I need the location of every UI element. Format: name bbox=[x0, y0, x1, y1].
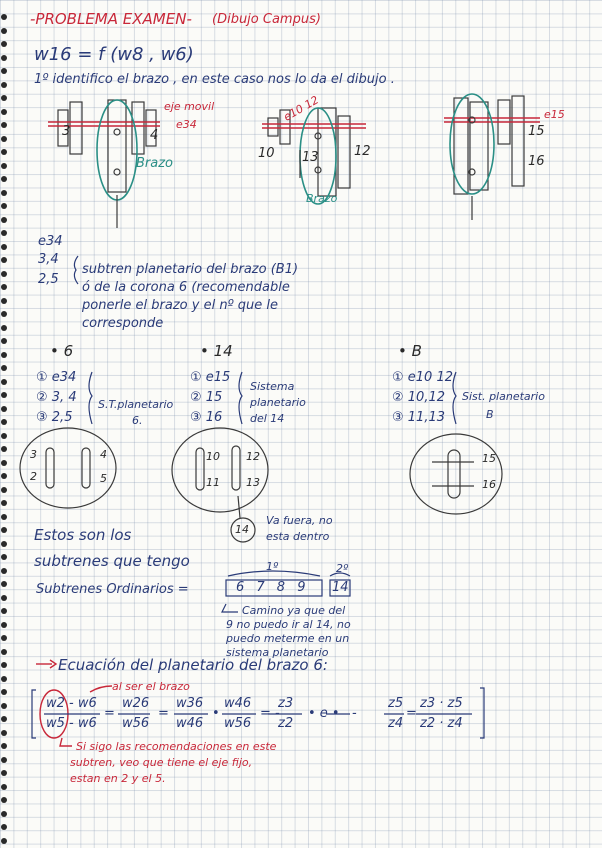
note-line3: ponerle el brazo y el nº que le bbox=[82, 298, 279, 313]
eq-note-2: subtren, veo que tiene el eje fijo, bbox=[70, 756, 253, 769]
diagram2-brazo: Brazo bbox=[306, 192, 338, 205]
problem-source: (Dibujo Campus) bbox=[212, 12, 321, 27]
train-6-note-2: 6. bbox=[132, 414, 143, 427]
eq-equals-3: = - bbox=[260, 706, 280, 721]
train-14-note-1: Sistema bbox=[250, 380, 295, 393]
eq-note-1: Si sigo las recomendaciones en este bbox=[76, 740, 277, 753]
eq-t3-bot: w56 bbox=[224, 716, 252, 731]
train-6-circle-a: 3 bbox=[30, 448, 37, 461]
train-6-item-1: ① e34 bbox=[36, 370, 77, 385]
train-b-note-1: Sist. planetario bbox=[462, 390, 545, 403]
function-heading: w16 = f (w8 , w6) bbox=[34, 44, 194, 65]
eq-t2-top: w36 bbox=[176, 696, 204, 711]
train-6-head: • 6 bbox=[50, 342, 74, 360]
problem-title: -PROBLEMA EXAMEN- bbox=[30, 10, 192, 28]
train-6-circle-d: 5 bbox=[100, 472, 107, 485]
eq-t1-bot: w56 bbox=[122, 716, 150, 731]
subtrains-note-1: Camino ya que del bbox=[242, 604, 346, 617]
va-fuera-line1: Va fuera, no bbox=[266, 514, 333, 527]
eq-r1-top: z3 bbox=[278, 696, 294, 711]
diagram1-label-right: 4 bbox=[150, 128, 159, 143]
eq-minus: - bbox=[352, 706, 357, 721]
eq-t1-top: w26 bbox=[122, 696, 150, 711]
train-b-head: • B bbox=[398, 342, 422, 360]
train-6-note-1: S.T.planetario bbox=[98, 398, 174, 411]
equation-annotation: al ser el brazo bbox=[112, 680, 190, 693]
train-b-item-1: ① e10 12 bbox=[392, 370, 454, 385]
subtrains-line2: subtrenes que tengo bbox=[34, 552, 190, 570]
subtrains-second: 2º bbox=[336, 562, 349, 575]
train-6-item-2: ② 3, 4 bbox=[36, 390, 77, 405]
diagram2-label-right: 12 bbox=[354, 144, 371, 159]
train-14-circle-a: 10 bbox=[206, 450, 220, 463]
note-opt2: 2,5 bbox=[38, 272, 59, 287]
eq-t3-top: w46 bbox=[224, 696, 252, 711]
gear-diagram-3 bbox=[444, 94, 540, 220]
va-fuera-line2: esta dentro bbox=[266, 530, 330, 543]
train-14-circle-c: 12 bbox=[246, 450, 260, 463]
subtrains-note-2: 9 no puedo ir al 14, no bbox=[226, 618, 351, 631]
equation-title: Ecuación del planetario del brazo 6: bbox=[58, 656, 328, 674]
subtrains-note-3: puedo meterme en un bbox=[226, 632, 350, 645]
subtrains-note-4: sistema planetario bbox=[226, 646, 329, 659]
train-14-note-3: del 14 bbox=[250, 412, 285, 425]
train-6-circle-c: 4 bbox=[100, 448, 107, 461]
eq-lhs-bot: w5 - w6 bbox=[46, 716, 97, 731]
diagram2-e1012: e10 12 bbox=[281, 93, 321, 124]
eq-r3-bot: z2 · z4 bbox=[420, 716, 463, 731]
train-14-head: • 14 bbox=[200, 342, 233, 360]
train-b-item-3: ③ 11,13 bbox=[392, 410, 446, 425]
diagram1-label-left: 3 bbox=[62, 124, 71, 139]
train-14-item-3: ③ 16 bbox=[190, 410, 223, 425]
subtrains-value2: 14 bbox=[332, 580, 349, 595]
train-14-item-2: ② 15 bbox=[190, 390, 223, 405]
diagram1-e34: e34 bbox=[176, 118, 197, 131]
train-14-circle-b: 11 bbox=[206, 476, 220, 489]
diagram2-label-mid: 13 bbox=[302, 150, 319, 165]
train-6-circle-b: 2 bbox=[30, 470, 37, 483]
train-b-note-2: B bbox=[486, 408, 494, 421]
subtrains-values: 6 7 8 9 bbox=[236, 580, 306, 595]
note-e34: e34 bbox=[38, 234, 63, 249]
eq-note-3: estan en 2 y el 5. bbox=[70, 772, 166, 785]
diagram3-e15: e15 bbox=[544, 108, 565, 121]
train-14-note-2: planetario bbox=[250, 396, 306, 409]
note-line4: corresponde bbox=[82, 316, 164, 331]
train-b-circle-16: 16 bbox=[482, 478, 496, 491]
diagram3-label-16: 16 bbox=[528, 154, 545, 169]
step-one-text: 1º identifico el brazo , en este caso nos lo da el dibujo . bbox=[34, 72, 395, 87]
train-14-item-1: ① e15 bbox=[190, 370, 231, 385]
subtrains-line1: Estos son los bbox=[34, 526, 132, 544]
note-line2: ó de la corona 6 (recomendable bbox=[82, 280, 290, 295]
note-opt1: 3,4 bbox=[38, 252, 59, 267]
eq-r3-top: z3 · z5 bbox=[420, 696, 463, 711]
diagram1-eje-movil: eje movil bbox=[164, 100, 215, 113]
eq-lhs-top: w2 - w6 bbox=[46, 696, 97, 711]
subtrains-ordinarios-label: Subtrenes Ordinarios = bbox=[36, 582, 189, 597]
diagram1-brazo: Brazo bbox=[136, 156, 174, 171]
subtrains-first: 1º bbox=[266, 560, 279, 573]
note-line1: subtren planetario del brazo (B1) bbox=[82, 262, 299, 277]
eq-dot: • bbox=[212, 706, 220, 721]
eq-equals-4: = bbox=[406, 706, 417, 721]
eq-equals-1: = bbox=[104, 706, 115, 721]
eq-r2-bot: z4 bbox=[388, 716, 404, 731]
diagram2-label-left: 10 bbox=[258, 146, 275, 161]
eq-r1-bot: z2 bbox=[278, 716, 294, 731]
eq-r2-top: z5 bbox=[388, 696, 404, 711]
va-fuera-num: 14 bbox=[235, 523, 249, 536]
eq-t2-bot: w46 bbox=[176, 716, 204, 731]
train-14-circle-d: 13 bbox=[246, 476, 260, 489]
train-b-circle-15: 15 bbox=[482, 452, 496, 465]
train-6-item-3: ③ 2,5 bbox=[36, 410, 73, 425]
eq-mid: • e • bbox=[308, 706, 340, 721]
eq-equals-2: = bbox=[158, 706, 169, 721]
diagram3-label-15: 15 bbox=[528, 124, 545, 139]
train-b-item-2: ② 10,12 bbox=[392, 390, 446, 405]
